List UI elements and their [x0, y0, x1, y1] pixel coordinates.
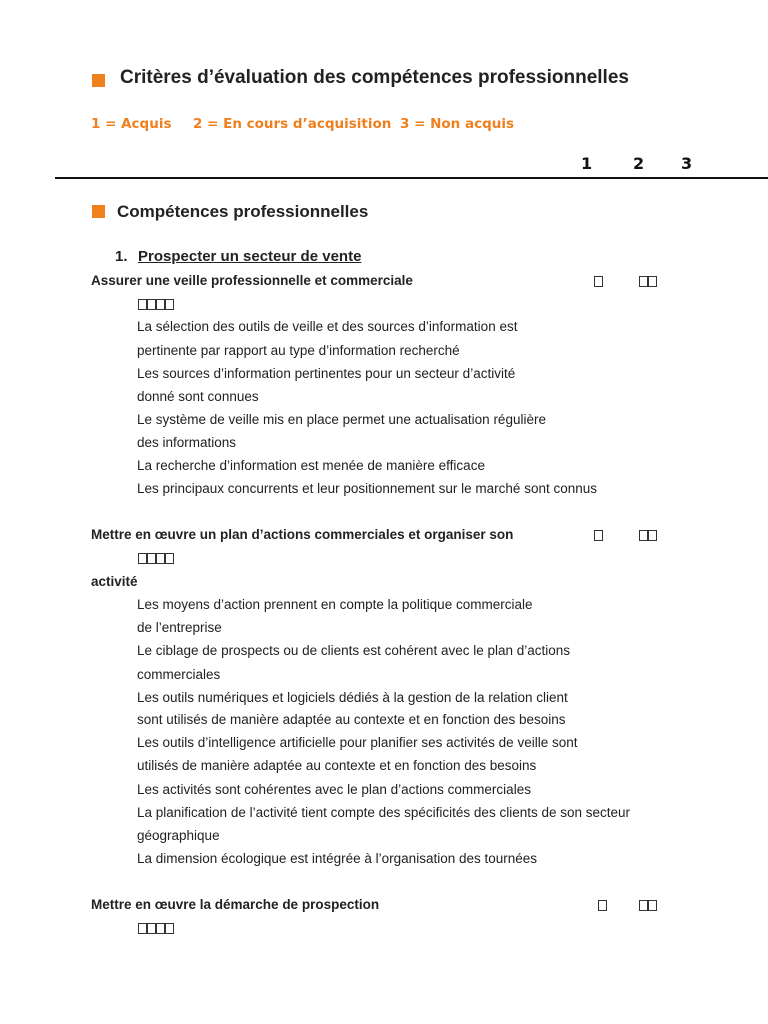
checkbox-col-1[interactable]: [594, 276, 603, 287]
page-title: Critères d’évaluation des compétences professionnelles: [120, 67, 629, 88]
criterion-line: Les activités sont cohérentes avec le plan d’actions commerciales: [137, 782, 531, 797]
criterion-line: La sélection des outils de veille et des sources d’information est: [137, 319, 518, 334]
checkbox-col-1[interactable]: [594, 530, 603, 541]
criterion-line: des informations: [137, 435, 237, 450]
legend-acquis: 1 = Acquis: [91, 116, 172, 132]
section-bullet-icon: [92, 205, 105, 218]
checkbox-extra[interactable]: [156, 299, 165, 310]
criterion-line: Les sources d’information pertinentes pour un secteur d’activité: [137, 366, 516, 381]
criterion-line: Les outils numériques et logiciels dédiés à la gestion de la relation client: [137, 690, 568, 705]
checkbox-extra[interactable]: [147, 299, 156, 310]
criterion-line: géographique: [137, 828, 220, 843]
checkbox-extra[interactable]: [147, 923, 156, 934]
header-divider: [55, 177, 768, 179]
checkbox-col-2[interactable]: [639, 276, 648, 287]
legend-en-cours: 2 = En cours d’acquisition: [193, 116, 392, 132]
criterion-line: Les outils d’intelligence artificielle pour planifier ses activités de veille sont: [137, 735, 578, 750]
checkbox-col-3[interactable]: [648, 900, 657, 911]
criterion-title: Assurer une veille professionnelle et commerciale: [91, 273, 413, 288]
checkbox-col-2[interactable]: [639, 900, 648, 911]
checkbox-col-1[interactable]: [598, 900, 607, 911]
checkbox-col-3[interactable]: [648, 276, 657, 287]
subsection-number: 1.: [115, 248, 128, 265]
criterion-line: Les moyens d’action prennent en compte la politique commerciale: [137, 597, 533, 612]
criterion-line: sont utilisés de manière adaptée au contexte et en fonction des besoins: [137, 712, 566, 727]
checkbox-extra[interactable]: [165, 553, 174, 564]
column-header-1: 1: [581, 154, 593, 173]
criterion-title-continued: activité: [91, 574, 138, 589]
title-bullet-icon: [92, 74, 105, 87]
criterion-title: Mettre en œuvre la démarche de prospection: [91, 897, 380, 912]
column-header-2: 2: [633, 154, 645, 173]
checkbox-extra[interactable]: [165, 923, 174, 934]
checkbox-extra[interactable]: [147, 553, 156, 564]
criterion-line: Le système de veille mis en place permet une actualisation régulière: [137, 412, 546, 427]
section-title: Compétences professionnelles: [117, 202, 369, 221]
criterion-line: La recherche d’information est menée de manière efficace: [137, 458, 485, 473]
checkbox-col-3[interactable]: [648, 530, 657, 541]
criterion-title: Mettre en œuvre un plan d’actions commerciales et organiser son: [91, 527, 514, 542]
criterion-line: de l’entreprise: [137, 620, 222, 635]
criterion-line: commerciales: [137, 667, 221, 682]
criterion-line: La dimension écologique est intégrée à l’organisation des tournées: [137, 851, 538, 866]
criterion-line: donné sont connues: [137, 389, 259, 404]
checkbox-extra[interactable]: [138, 553, 147, 564]
checkbox-extra[interactable]: [156, 553, 165, 564]
criterion-line: pertinente par rapport au type d’information recherché: [137, 343, 460, 358]
checkbox-col-2[interactable]: [639, 530, 648, 541]
checkbox-extra[interactable]: [138, 299, 147, 310]
subsection-title-text: Prospecter un secteur de vente: [138, 248, 362, 265]
subsection-title: [138, 248, 361, 265]
criterion-line: La planification de l’activité tient compte des spécificités des clients de son secteur: [137, 805, 631, 820]
criterion-line: utilisés de manière adaptée au contexte et en fonction des besoins: [137, 758, 537, 773]
column-header-3: 3: [681, 154, 693, 173]
checkbox-extra[interactable]: [138, 923, 147, 934]
checkbox-extra[interactable]: [165, 299, 174, 310]
checkbox-extra[interactable]: [156, 923, 165, 934]
legend-non-acquis: 3 = Non acquis: [400, 116, 515, 132]
criterion-line: Les principaux concurrents et leur positionnement sur le marché sont connus: [137, 481, 597, 496]
criterion-line: Le ciblage de prospects ou de clients est cohérent avec le plan d’actions: [137, 643, 571, 658]
